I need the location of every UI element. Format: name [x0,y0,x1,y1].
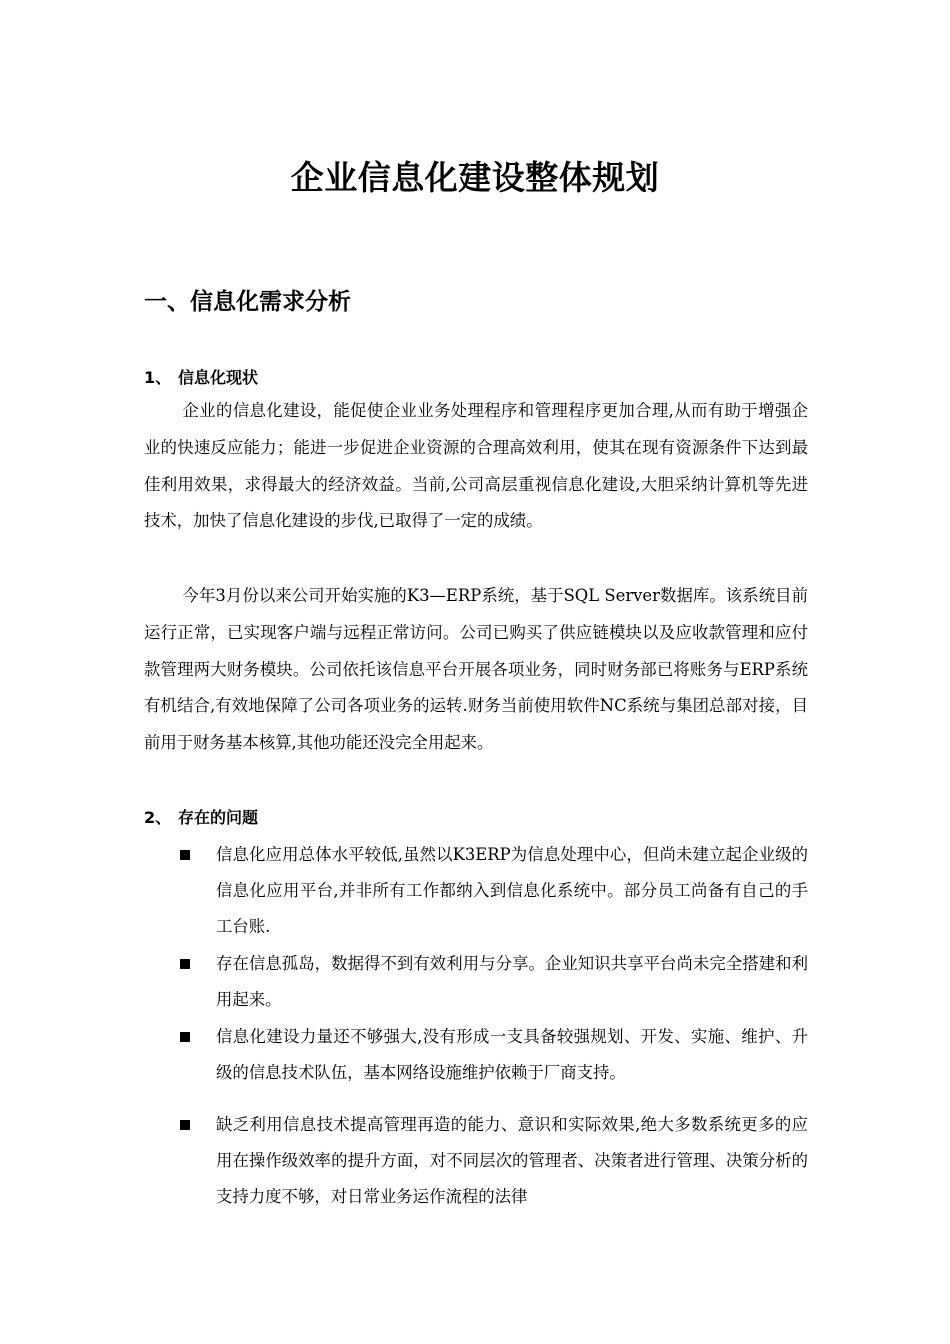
square-bullet-icon [180,850,190,860]
list-item-text: 信息化应用总体水平较低,虽然以K3ERP为信息处理中心，但尚未建立起企业级的信息化应用平台,并非所有工作都纳入到信息化系统中。部分员工尚备有自己的手工台账. [216,845,808,936]
list-item-text: 信息化建设力量还不够强大,没有形成一支具备较强规划、开发、实施、维护、升级的信息技术队伍，基本网络设施维护依赖于厂商支持。 [216,1027,808,1082]
problem-list [144,837,808,1215]
list-item-text: 存在信息孤岛，数据得不到有效利用与分享。企业知识共享平台尚未完全搭建和利用起来。 [216,954,808,1009]
subsection-heading-problems [144,804,258,832]
list-item [144,946,808,1018]
list-item [144,837,808,945]
section-heading-requirements: 一、信息化需求分析 [144,289,351,315]
subsection-heading-status [144,364,258,392]
list-item-text: 缺乏利用信息技术提高管理再造的能力、意识和实际效果,绝大多数系统更多的应用在操作级效率的提升方面，对不同层次的管理者、决策者进行管理、决策分析的支持力度不够，对日常业务运作流程的法律 [216,1115,808,1206]
square-bullet-icon [180,1120,190,1130]
square-bullet-icon [180,959,190,969]
paragraph-status-2: 今年3月份以来公司开始实施的K3—ERP系统，基于SQL Server数据库。该系统目前运行正常，已实现客户端与远程正常访问。公司已购买了供应链模块以及应收款管理和应付款管理两大财务模块。公司依托该信息平台开展各项业务，同时财务部已将账务与ERP系统有机结合,有效地保障了公司各项业务的运转.财务当前使用软件NC系统与集团总部对接，目前用于财务基本核算,其他功能还没完全用起来。 [144,586,808,753]
subsection-title: 存在的问题 [178,808,259,827]
subsection-number: 2、 [144,808,172,827]
list-item [144,1107,808,1215]
square-bullet-icon [180,1032,190,1042]
document-title: 企业信息化建设整体规划 [290,158,660,197]
subsection-title: 信息化现状 [178,368,259,387]
subsection-number: 1、 [144,368,172,387]
list-item [144,1019,808,1091]
paragraph-status-1: 企业的信息化建设，能促使企业业务处理程序和管理程序更加合理,从而有助于增强企业的快速反应能力；能进一步促进企业资源的合理高效利用，使其在现有资源条件下达到最佳利用效果，求得最大的经济效益。当前,公司高层重视信息化建设,大胆采纳计算机等先进技术，加快了信息化建设的步伐,已取得了一定的成绩。 [144,401,808,531]
